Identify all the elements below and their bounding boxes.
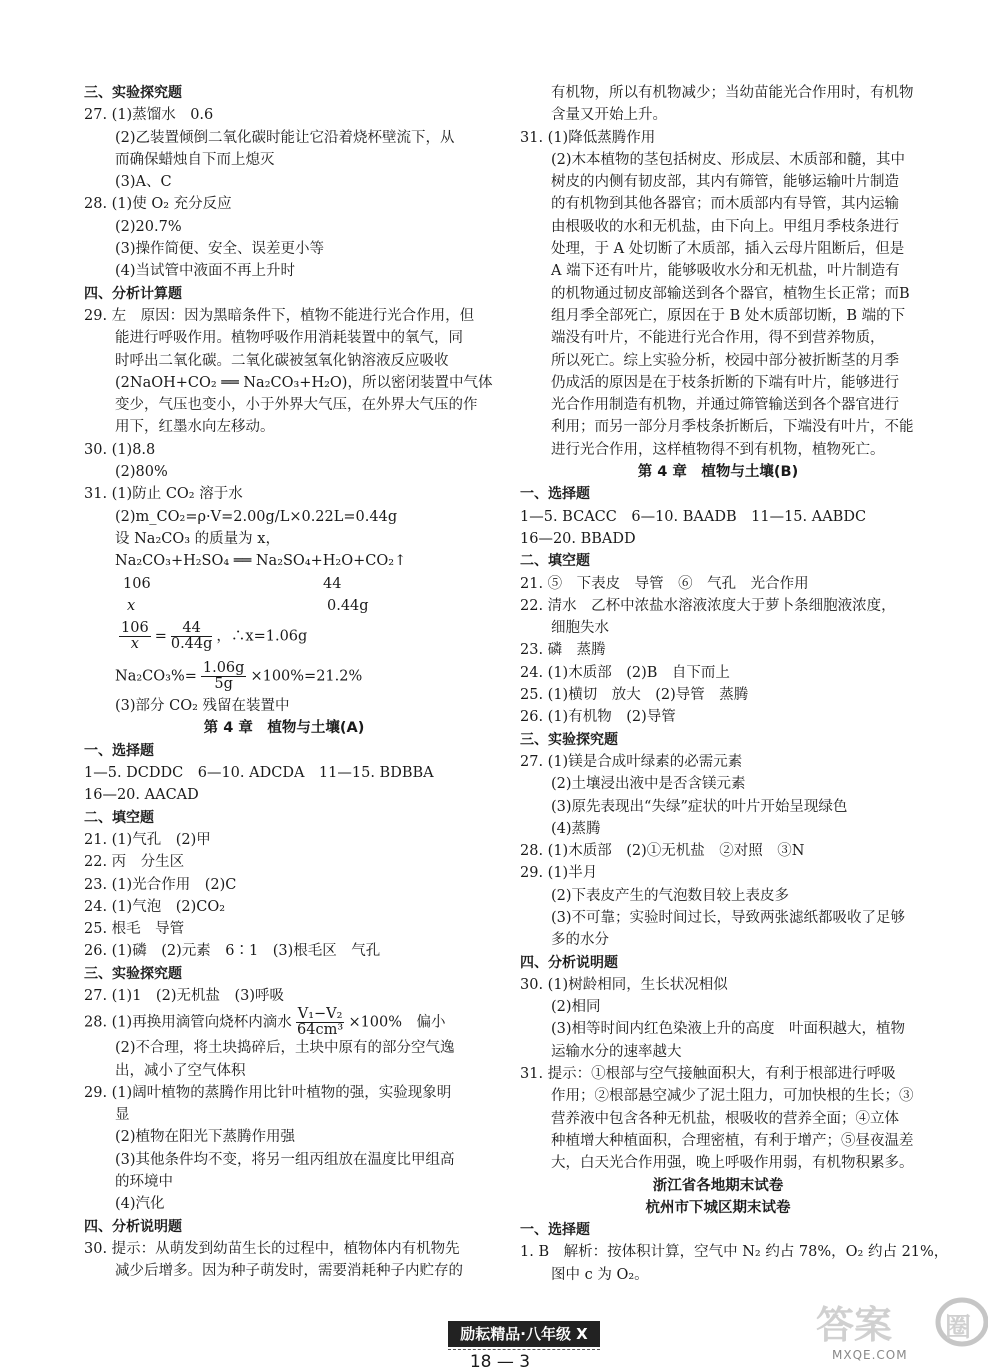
exam-subtitle: 杭州市下城区期末试卷	[645, 1199, 791, 1216]
answer-line: 有机物，所以有机物减少；当幼苗能光合作用时，有机物	[551, 85, 914, 101]
mass-co2: 0.44g	[327, 597, 369, 614]
section-heading: 三、实验探究题	[520, 731, 618, 748]
answer-line: 而确保蜡烛自下而上熄灭	[115, 151, 275, 168]
answer-line: 25. 根毛 导管	[84, 921, 185, 938]
answer-line: 出，减小了空气体积	[115, 1062, 246, 1079]
answer-line: 27. (1)1 (2)无机盐 (3)呼吸	[84, 987, 285, 1004]
answer-line: (2)乙装置倾倒二氧化碳时能让它沿着烧杯壁流下，从	[115, 129, 455, 146]
answer-line: 28. (1)木质部 (2)①无机盐 ②对照 ③N	[520, 843, 805, 860]
answer-line: (2)木本植物的茎包括树皮、形成层、木质部和髓，其中	[551, 151, 906, 168]
answer-line: 由根吸收的水和无机盐，由下向上。甲组月季枝条进行	[551, 218, 899, 235]
denominator: 0.44g	[170, 636, 213, 653]
answer-line: 时呼出二氧化碳。二氧化碳被氢氧化钠溶液反应吸收	[115, 352, 449, 369]
answer-line: (3)相等时间内红色染液上升的高度 叶面积越大，植物	[551, 1021, 906, 1038]
answer-line: (2)下表皮产生的气泡数目较上表皮多	[551, 887, 790, 904]
answer-line: 29. (1)阔叶植物的蒸腾作用比针叶植物的强，实验现象明	[84, 1084, 452, 1101]
answer-key-line: 16—20. BBADD	[520, 530, 636, 547]
answer-line: 仍成活的原因是在于枝条折断的下端有叶片，能够进行	[551, 374, 899, 391]
answer-line: (3)部分 CO₂ 残留在装置中	[115, 698, 290, 715]
answer-key-line: 16—20. AACAD	[84, 787, 199, 804]
answer-line: 23. (1)光合作用 (2)C	[84, 876, 237, 893]
answer-line: (2)土壤浸出液中是否含镁元素	[551, 776, 746, 793]
answer-line: (2)相同	[551, 999, 601, 1016]
answer-line: 利用；而另一部分月季枝条折断后，下端没有叶片，不能	[551, 419, 914, 436]
answer-line: 能进行呼吸作用。植物呼吸作用消耗装置中的氧气，同	[115, 330, 463, 347]
section-heading: 四、分析说明题	[520, 954, 618, 971]
answer-line: 30. (1)树龄相同，生长状况相似	[520, 976, 728, 993]
answer-line: 26. (1)有机物 (2)导管	[520, 709, 676, 726]
section-heading: 二、填空题	[520, 553, 590, 570]
answer-line: 22. 清水 乙杯中浓盐水溶液浓度大于萝卜条细胞液浓度，	[520, 597, 896, 614]
molar-mass-na2co3: 106	[123, 575, 151, 592]
percent-equation	[84, 661, 484, 691]
answer-line	[84, 1007, 484, 1037]
answer-line: 31. (1)降低蒸腾作用	[520, 129, 656, 146]
answer-line: 21. (1)气孔 (2)甲	[84, 831, 211, 848]
answer-line: 树皮的内侧有韧皮部，其内有筛管，能够运输叶片制造	[551, 174, 899, 191]
fraction	[201, 661, 247, 692]
answer-line: 的机物通过韧皮部输送到各个器官，植物生长正常；而B	[551, 285, 910, 302]
answer-line: 1. B 解析：按体积计算，空气中 N₂ 约占 78%，O₂ 约占 21%，	[520, 1244, 949, 1261]
fraction	[119, 621, 151, 652]
answer-line: 的有机物到其他各器官；而木质部内有导管，其内运输	[551, 196, 899, 213]
answer-line: 27. (1)蒸馏水 0.6	[84, 107, 214, 124]
answer-line: 减少后增多。因为种子萌发时，需要消耗种子内贮存的	[115, 1263, 463, 1280]
answer-line: (3)原先表现出“失绿”症状的叶片开始呈现绿色	[551, 798, 848, 815]
ratio-equation	[84, 621, 484, 651]
answer-line: 31. (1)防止 CO₂ 溶于水	[84, 486, 243, 503]
answer-line: 28. (1)使 O₂ 充分反应	[84, 196, 232, 213]
answer-line: 变少，气压也变小，小于外界大气压，在外界大气压的作	[115, 397, 478, 414]
section-heading: 一、选择题	[520, 1222, 590, 1239]
answer-key-line: 1—5. DCDDC 6—10. ADCDA 11—15. BDBBA	[84, 765, 434, 782]
section-heading: 四、分析计算题	[84, 285, 182, 302]
equation-row	[84, 595, 484, 617]
numerator: 1.06g	[202, 660, 245, 677]
answer-line: 31. 提示：①根部与空气接触面积大，有利于根部进行呼吸	[520, 1066, 896, 1083]
fraction	[296, 1007, 345, 1038]
answer-line: 作用；②根部悬空减少了泥土阻力，可加快根的生长；③	[551, 1088, 914, 1105]
answer-line: 显	[115, 1107, 130, 1124]
answer-line: 用下，红墨水向左移动。	[115, 419, 275, 436]
answer-line: (4)汽化	[115, 1196, 165, 1213]
answer-line: 29. (1)半月	[520, 865, 598, 882]
section-heading: 三、实验探究题	[84, 965, 182, 982]
section-heading: 四、分析说明题	[84, 1218, 182, 1235]
chapter-title: 第 4 章 植物与土壤(A)	[203, 720, 365, 737]
answer-line: 细胞失水	[551, 620, 609, 637]
exam-title: 浙江省各地期末试卷	[652, 1177, 784, 1194]
answer-line: 22. 丙 分生区	[84, 854, 185, 871]
result-text: ，∴x=1.06g	[216, 628, 308, 645]
answer-line: (2)20.7%	[115, 218, 182, 235]
answer-line: (2NaOH+CO₂ ══ Na₂CO₃+H₂O)，所以密闭装置中气体	[115, 374, 493, 391]
answer-line: (2)m_CO₂=ρ·V=2.00g/L×0.22L=0.44g	[115, 508, 398, 525]
answer-line: 的环境中	[115, 1174, 173, 1191]
answer-line: 23. 磷 蒸腾	[520, 642, 606, 659]
answer-line: (3)其他条件均不变，将另一组丙组放在温度比甲组高	[115, 1151, 455, 1168]
svg-text:圈: 圈	[945, 1313, 972, 1343]
answer-text: 28. (1)再换用滴管向烧杯内滴水	[84, 1014, 292, 1031]
watermark-url: MXQE.COM	[832, 1348, 908, 1362]
answer-line: A 端下还有叶片，能够吸收水分和无机盐，叶片制造有	[551, 263, 900, 280]
answer-line: 25. (1)横切 放大 (2)导管 蒸腾	[520, 687, 749, 704]
answer-text: ×100% 偏小	[348, 1014, 446, 1031]
equation-line: Na₂CO₃+H₂SO₄ ══ Na₂SO₄+H₂O+CO₂↑	[115, 553, 407, 570]
equation-row	[84, 573, 484, 595]
numerator: 106	[121, 620, 149, 637]
book-brand-banner: 励耘精品·八年级 X	[448, 1321, 600, 1347]
numerator: 44	[171, 621, 213, 637]
answer-line: 光合作用制造有机物，并通过筛管输送到各个器官进行	[551, 397, 899, 414]
answer-line: 设 Na₂CO₃ 的质量为 x，	[115, 530, 280, 547]
section-heading: 三、实验探究题	[84, 85, 182, 101]
answer-line: 27. (1)镁是合成叶绿素的必需元素	[520, 753, 743, 770]
answer-line: 29. 左 原因：因为黑暗条件下，植物不能进行光合作用，但	[84, 307, 475, 324]
right-column	[520, 82, 949, 1286]
answer-line: 24. (1)气泡 (2)CO₂	[84, 898, 226, 915]
denominator: 5g	[214, 676, 233, 693]
answer-line: (4)当试管中液面不再上升时	[115, 263, 296, 280]
numerator: V₁−V₂	[297, 1006, 343, 1023]
page-number: 18 — 3	[469, 1352, 531, 1372]
molar-mass-co2: 44	[323, 575, 342, 592]
answer-line: 大，白天光合作用强，晚上呼吸作用弱，有机物积累多。	[551, 1155, 914, 1172]
answer-line: 进行光合作用，这样植物得不到有机物，植物死亡。	[551, 441, 885, 458]
answer-line: 种植增大种植面积，合理密植，有利于增产；⑤昼夜温差	[551, 1132, 914, 1149]
answer-line: 端没有叶片，不能进行光合作用，得不到营养物质，	[551, 330, 885, 347]
answer-line: 21. ⑤ 下表皮 导管 ⑥ 气孔 光合作用	[520, 575, 809, 592]
answer-line: 30. (1)8.8	[84, 441, 156, 458]
answer-line: 营养液中包含各种无机盐，根吸收的营养全面；④立体	[551, 1110, 899, 1127]
answer-line: 图中 c 为 O₂。	[551, 1266, 649, 1283]
footer-divider	[448, 1349, 600, 1350]
equals-sign: =	[154, 628, 167, 645]
answer-line: 多的水分	[551, 932, 609, 949]
mass-x: x	[127, 597, 136, 614]
percent-result: ×100%=21.2%	[250, 668, 363, 685]
answer-line: 30. 提示：从萌发到幼苗生长的过程中，植物体内有机物先	[84, 1240, 460, 1257]
answer-line: 所以死亡。综上实验分析，校园中部分被折断茎的月季	[551, 352, 899, 369]
answer-line: (3)不可靠；实验时间过长，导致两张滤纸都吸收了足够	[551, 909, 906, 926]
answer-line: (3)A、C	[115, 174, 172, 191]
left-column	[84, 82, 493, 1283]
section-heading: 一、选择题	[520, 486, 590, 503]
denominator: 64cm³	[297, 1022, 344, 1039]
answer-line: 24. (1)木质部 (2)B 自下而上	[520, 664, 730, 681]
section-heading: 一、选择题	[84, 742, 154, 759]
fraction	[171, 621, 213, 652]
answer-line: 26. (1)磷 (2)元素 6∶1 (3)根毛区 气孔	[84, 943, 381, 960]
answer-line: (2)不合理，将土块捣碎后，土块中原有的部分空气逸	[115, 1040, 455, 1057]
answer-line: (4)蒸腾	[551, 820, 601, 837]
answer-line: 含量又开始上升。	[551, 107, 667, 124]
answer-line: 运输水分的速率越大	[551, 1043, 682, 1060]
answer-key-line: 1—5. BCACC 6—10. BAADB 11—15. AABDC	[520, 508, 867, 525]
percent-prefix: Na₂CO₃%=	[115, 668, 197, 685]
answer-line: (2)植物在阳光下蒸腾作用强	[115, 1129, 296, 1146]
answer-line: (2)80%	[115, 464, 168, 481]
section-heading: 二、填空题	[84, 809, 154, 826]
chapter-title: 第 4 章 植物与土壤(B)	[637, 464, 799, 481]
denominator: x	[130, 636, 139, 653]
answer-line: 组月季全部死亡，原因在于 B 处木质部切断，B 端的下	[551, 307, 906, 324]
answer-line: 处理，于 A 处切断了木质部，插入云母片阻断后，但是	[551, 241, 905, 258]
svg-text:答案: 答案	[816, 1303, 893, 1347]
answer-line: (3)操作简便、安全、误差更小等	[115, 241, 325, 258]
